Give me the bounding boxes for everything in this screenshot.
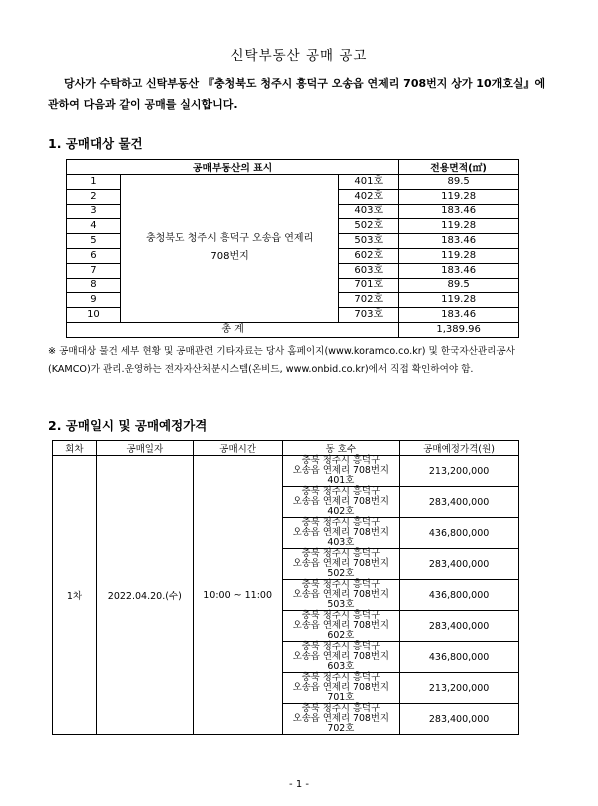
unit-number: 402호: [327, 505, 355, 517]
unit-address-cell: [282, 518, 400, 549]
price-cell: 436,800,000: [400, 642, 519, 673]
header-property: 공매부동산의 표시: [67, 160, 399, 175]
unit-number: 602호: [327, 629, 355, 641]
unit-address-line-1: 충북 청주시 흥덕구: [301, 517, 381, 529]
unit-number: 402호: [339, 189, 399, 204]
property-table: [66, 159, 519, 338]
unit-number: 701호: [327, 691, 355, 703]
price-cell: 283,400,000: [400, 611, 519, 642]
price-cell: 283,400,000: [400, 704, 519, 735]
unit-address-line-2: 오송읍 연제리 708번지: [292, 527, 389, 539]
unit-area: 89.5: [399, 278, 519, 293]
row-number: 6: [67, 248, 121, 263]
page-number: - 1 -: [289, 779, 309, 790]
unit-number: 401호: [327, 474, 355, 486]
unit-address-cell: [282, 549, 400, 580]
unit-address-line-1: 충북 청주시 흥덕구: [301, 641, 381, 653]
unit-address-line-1: 충북 청주시 흥덕구: [301, 703, 381, 715]
row-number: 7: [67, 263, 121, 278]
unit-address-line-2: 오송읍 연제리 708번지: [292, 589, 389, 601]
unit-address-line-2: 오송읍 연제리 708번지: [292, 713, 389, 725]
unit-address-cell: [282, 642, 400, 673]
unit-address-line-2: 오송읍 연제리 708번지: [292, 465, 389, 477]
unit-number: 503호: [339, 234, 399, 249]
header-price: 공매예정가격(원): [400, 441, 519, 456]
price-cell: 283,400,000: [400, 549, 519, 580]
unit-number: 702호: [327, 722, 355, 734]
unit-address-line-2: 오송읍 연제리 708번지: [292, 620, 389, 632]
total-label: 총 계: [67, 322, 399, 337]
unit-address-cell: [282, 580, 400, 611]
unit-address-line-1: 충북 청주시 흥덕구: [301, 672, 381, 684]
unit-area: 119.28: [399, 219, 519, 234]
price-cell: 436,800,000: [400, 580, 519, 611]
total-area: 1,389.96: [399, 322, 519, 337]
unit-number: 502호: [339, 219, 399, 234]
unit-address-cell: [282, 487, 400, 518]
unit-area: 183.46: [399, 263, 519, 278]
table-row: [53, 456, 519, 487]
note-text: ※ 공매대상 물건 세부 현황 및 공매관련 기타자료는 당사 홈페이지(www.koramco.co.kr) 및 한국자산관리공사(KAMCO)가 관리.운영하는 전자자산처분시스템(온비드, www.onbid.co.kr)에서 직접 확인하여야 함.: [48, 346, 515, 375]
round-cell: 1차: [53, 456, 97, 735]
price-cell: 213,200,000: [400, 456, 519, 487]
unit-address-line-1: 충북 청주시 흥덕구: [301, 455, 381, 467]
unit-number: 702호: [339, 293, 399, 308]
total-row: [67, 322, 519, 337]
unit-number: 603호: [339, 263, 399, 278]
unit-address-cell: [282, 611, 400, 642]
header-unit: 동 호수: [282, 441, 400, 456]
header-date: 공매일자: [96, 441, 193, 456]
unit-number: 603호: [327, 660, 355, 672]
price-cell: 213,200,000: [400, 673, 519, 704]
header-time: 공매시간: [193, 441, 282, 456]
price-cell: 283,400,000: [400, 487, 519, 518]
section-2-heading: 2. 공매일시 및 공매예정가격: [48, 418, 208, 433]
unit-address-line-2: 오송읍 연제리 708번지: [292, 558, 389, 570]
unit-number: 403호: [339, 204, 399, 219]
date-cell: 2022.04.20.(수): [96, 456, 193, 735]
unit-area: 183.46: [399, 234, 519, 249]
row-number: 3: [67, 204, 121, 219]
auction-schedule-table: [52, 440, 519, 735]
unit-address-cell: [282, 456, 400, 487]
property-address: 충청북도 청주시 흥덕구 오송읍 연제리 708번지: [120, 175, 338, 323]
unit-number: 401호: [339, 175, 399, 190]
unit-area: 119.28: [399, 293, 519, 308]
row-number: 4: [67, 219, 121, 234]
unit-address-line-1: 충북 청주시 흥덕구: [301, 486, 381, 498]
section-1-heading: 1. 공매대상 물건: [48, 136, 143, 151]
table-header-row: [67, 160, 519, 175]
unit-number: 703호: [339, 308, 399, 323]
header-area: 전용면적(㎡): [399, 160, 519, 175]
intro-paragraph: 당사가 수탁하고 신탁부동산 『충청북도 청주시 흥덕구 오송읍 연제리 708번지 상가 10개호실』에 관하여 다음과 같이 공매를 실시합니다.: [48, 77, 546, 111]
unit-number: 403호: [327, 536, 355, 548]
unit-address-line-1: 충북 청주시 흥덕구: [301, 610, 381, 622]
unit-address-line-1: 충북 청주시 흥덕구: [301, 579, 381, 591]
unit-number: 701호: [339, 278, 399, 293]
unit-area: 89.5: [399, 175, 519, 190]
unit-address-cell: [282, 673, 400, 704]
unit-address-cell: [282, 704, 400, 735]
unit-address-line-2: 오송읍 연제리 708번지: [292, 496, 389, 508]
price-cell: 436,800,000: [400, 518, 519, 549]
row-number: 5: [67, 234, 121, 249]
unit-area: 183.46: [399, 308, 519, 323]
unit-area: 183.46: [399, 204, 519, 219]
unit-area: 119.28: [399, 248, 519, 263]
unit-number: 503호: [327, 598, 355, 610]
time-cell: 10:00 ~ 11:00: [193, 456, 282, 735]
row-number: 8: [67, 278, 121, 293]
table-header-row: [53, 441, 519, 456]
unit-number: 602호: [339, 248, 399, 263]
row-number: 1: [67, 175, 121, 190]
table-row: [67, 175, 519, 190]
unit-address-line-2: 오송읍 연제리 708번지: [292, 682, 389, 694]
unit-number: 502호: [327, 567, 355, 579]
row-number: 9: [67, 293, 121, 308]
header-round: 회차: [53, 441, 97, 456]
unit-address-line-1: 충북 청주시 흥덕구: [301, 548, 381, 560]
row-number: 2: [67, 189, 121, 204]
unit-area: 119.28: [399, 189, 519, 204]
page-title: 신탁부동산 공매 공고: [230, 48, 368, 64]
row-number: 10: [67, 308, 121, 323]
unit-address-line-2: 오송읍 연제리 708번지: [292, 651, 389, 663]
